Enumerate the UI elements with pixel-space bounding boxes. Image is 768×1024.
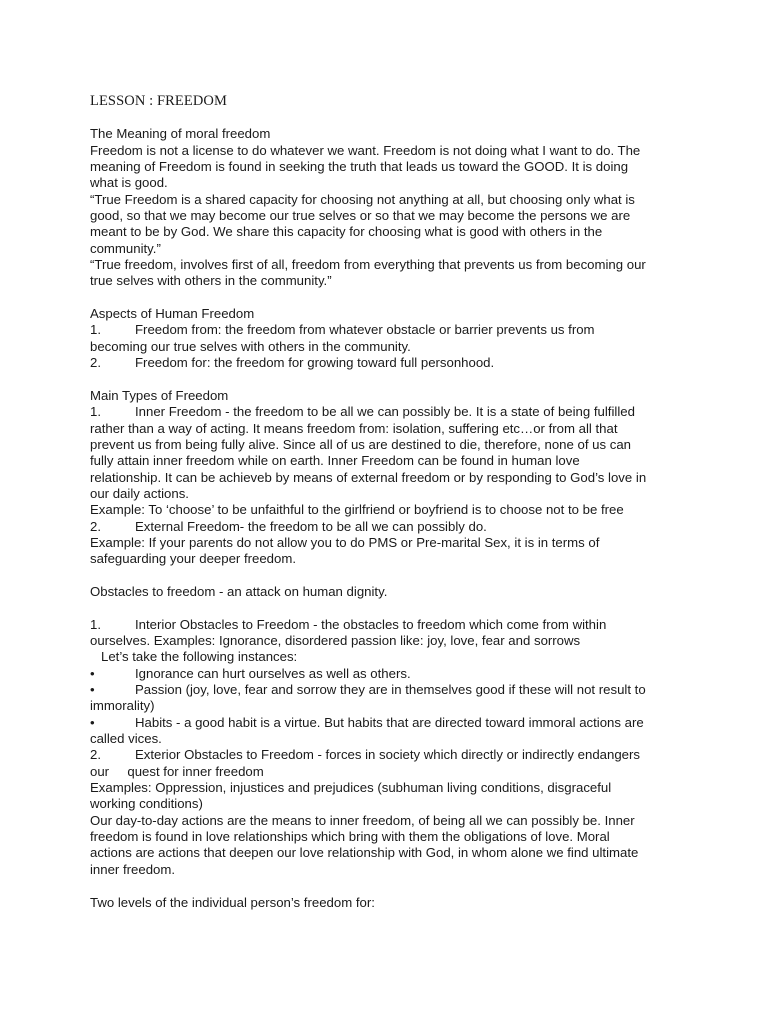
- numbered-item: [90, 519, 690, 535]
- section-heading-types: Main Types of Freedom: [90, 387, 229, 403]
- numbered-item: [90, 747, 690, 763]
- paragraph-line: community.”: [90, 240, 161, 256]
- spacer: [90, 878, 690, 894]
- paragraph-line: rather than a way of acting. It means freedom from: isolation, suffering etc…or from all that: [90, 420, 618, 436]
- paragraph-line: becoming our true selves with others in the community.: [90, 338, 411, 354]
- bullet-item: [90, 666, 690, 682]
- paragraph-line: good, so that we may become our true selves or so that we may become the persons we are: [90, 208, 631, 224]
- paragraph-line: inner freedom.: [90, 861, 176, 877]
- item-number: 2.: [90, 518, 101, 534]
- numbered-item: [90, 322, 690, 338]
- spacer: [90, 600, 690, 616]
- paragraph-line: safeguarding your deeper freedom.: [90, 551, 297, 567]
- numbered-item: [90, 355, 690, 371]
- bullet-icon: •: [90, 682, 95, 698]
- bullet-icon: •: [90, 714, 95, 730]
- paragraph-line: fully attain inner freedom while on earth. Inner Freedom can be found in human love: [90, 453, 580, 469]
- paragraph-line: actions are actions that deepen our love relationship with God, in whom alone we find ultimate: [90, 845, 639, 861]
- item-text: Freedom from: the freedom from whatever obstacle or barrier prevents us from: [135, 322, 595, 338]
- paragraph-line: called vices.: [90, 731, 162, 747]
- spacer: [90, 568, 690, 584]
- paragraph-line: Our day-to-day actions are the means to inner freedom, of being all we can possibly be. Inner: [90, 812, 635, 828]
- paragraph-line: true selves with others in the community.”: [90, 273, 332, 289]
- section-heading-aspects: Aspects of Human Freedom: [90, 306, 255, 322]
- section-heading-obstacles: Obstacles to freedom - an attack on human dignity.: [90, 583, 388, 599]
- item-number: 1.: [90, 404, 101, 420]
- item-text: Freedom for: the freedom for growing toward full personhood.: [135, 355, 495, 371]
- paragraph-line: Let’s take the following instances:: [90, 649, 298, 665]
- paragraph-line: ourselves. Examples: Ignorance, disordered passion like: joy, love, fear and sorrows: [90, 633, 581, 648]
- paragraph-line: our quest for inner freedom: [90, 763, 264, 779]
- numbered-item: [90, 617, 690, 633]
- paragraph-line: our daily actions.: [90, 485, 189, 501]
- paragraph-line: working conditions): [90, 796, 203, 812]
- item-text: Inner Freedom - the freedom to be all we can possibly be. It is a state of being fulfilled: [135, 404, 635, 420]
- paragraph-line: meaning of Freedom is found in seeking the truth that leads us toward the GOOD. It is doing: [90, 159, 629, 175]
- spacer: [90, 372, 690, 388]
- paragraph-line: freedom is found in love relationships which bring with them the obligations of love. Moral: [90, 829, 610, 845]
- item-number: 1.: [90, 616, 101, 632]
- section-heading-meaning: The Meaning of moral freedom: [90, 126, 271, 142]
- bullet-item: [90, 715, 690, 731]
- bullet-text: Ignorance can hurt ourselves as well as others.: [135, 665, 411, 681]
- bullet-text: Passion (joy, love, fear and sorrow they are in themselves good if these will not result to: [135, 682, 646, 698]
- paragraph-line: Example: To ‘choose’ to be unfaithful to the girlfriend or boyfriend is to choose not to be free: [90, 502, 624, 518]
- paragraph-line: prevent us from being fully alive. Since all of us are destined to die, therefore, none of us can: [90, 436, 632, 452]
- item-number: 2.: [90, 747, 101, 763]
- spacer: [90, 290, 690, 306]
- section-heading-levels: Two levels of the individual person’s freedom for:: [90, 894, 375, 910]
- document-page: [90, 93, 690, 911]
- numbered-item: [90, 404, 690, 420]
- paragraph-line: “True freedom, involves first of all, freedom from everything that prevents us from becoming our: [90, 257, 646, 273]
- item-text: Exterior Obstacles to Freedom - forces in society which directly or indirectly endangers: [135, 747, 640, 763]
- paragraph-line: relationship. It can be achieveb by means of external freedom or by responding to God’s love in: [90, 469, 647, 485]
- item-text: Interior Obstacles to Freedom - the obstacles to freedom which come from within: [135, 616, 607, 632]
- paragraph-line: Freedom is not a license to do whatever we want. Freedom is not doing what I want to do. The: [90, 142, 641, 158]
- paragraph-line: Example: If your parents do not allow you to do PMS or Pre-marital Sex, it is in terms of: [90, 534, 600, 550]
- item-number: 2.: [90, 355, 101, 371]
- bullet-icon: •: [90, 665, 95, 681]
- item-text: External Freedom- the freedom to be all we can possibly do.: [135, 518, 487, 534]
- spacer: [90, 110, 690, 126]
- paragraph-line: Examples: Oppression, injustices and prejudices (subhuman living conditions, disgraceful: [90, 780, 612, 796]
- paragraph-line: meant to be by God. We share this capacity for choosing what is good with others in the: [90, 224, 603, 240]
- bullet-item: [90, 682, 690, 698]
- lesson-title: LESSON : FREEDOM: [90, 93, 227, 109]
- bullet-text: Habits - a good habit is a virtue. But habits that are directed toward immoral actions are: [135, 714, 644, 730]
- paragraph-line: what is good.: [90, 175, 168, 191]
- paragraph-line: immorality): [90, 698, 155, 714]
- item-number: 1.: [90, 322, 101, 338]
- paragraph-line: “True Freedom is a shared capacity for choosing not anything at all, but choosing only what is: [90, 191, 635, 207]
